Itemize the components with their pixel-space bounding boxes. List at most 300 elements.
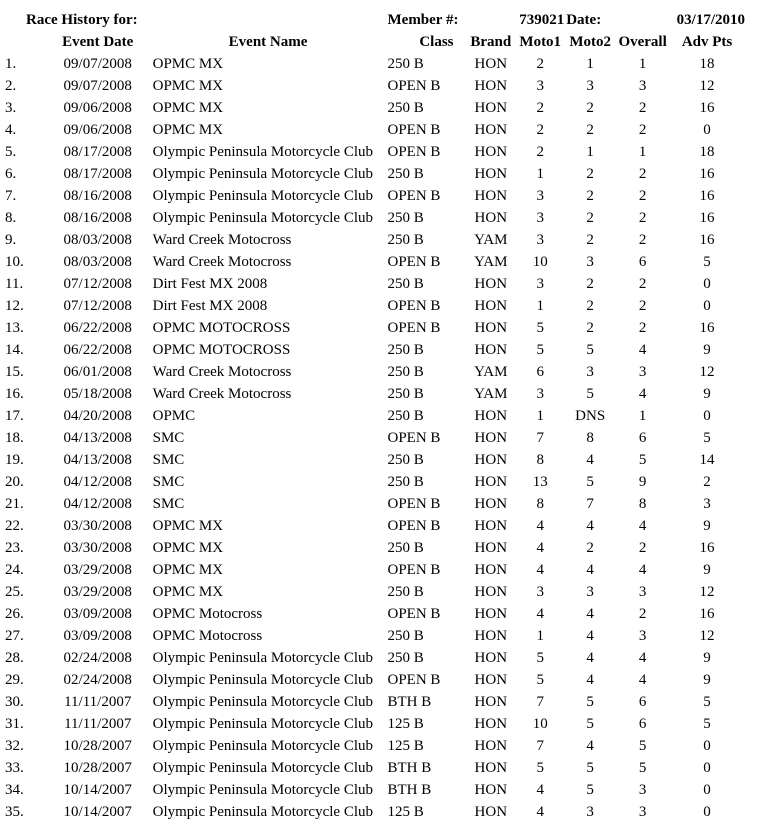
bike-brand: HON: [474, 738, 508, 754]
adv-pts: 16: [699, 232, 715, 248]
bike-brand: YAM: [474, 254, 508, 270]
table-row: [3, 735, 759, 757]
event-date: 04/12/2008: [63, 474, 132, 490]
moto2-result: 3: [586, 804, 594, 820]
event-name: OPMC MX: [152, 78, 224, 94]
overall-result: 6: [638, 430, 647, 446]
event-date: 05/18/2008: [63, 386, 132, 402]
moto1-result: 7: [536, 738, 544, 754]
event-name: OPMC MOTOCROSS: [152, 320, 291, 336]
bike-brand: HON: [474, 474, 508, 490]
bike-brand: HON: [474, 650, 508, 666]
race-class: 250 B: [387, 342, 424, 358]
adv-pts: 18: [699, 56, 715, 72]
race-class: 125 B: [387, 804, 424, 820]
event-name: Olympic Peninsula Motorcycle Club: [152, 650, 373, 666]
bike-brand: HON: [474, 606, 508, 622]
moto1-result: 5: [536, 760, 544, 776]
adv-pts: 2: [703, 474, 711, 490]
moto1-result: 4: [536, 562, 544, 578]
adv-pts: 3: [703, 496, 711, 512]
overall-result: 2: [638, 188, 647, 204]
row-number: 35.: [5, 804, 24, 820]
row-number: 22.: [5, 518, 24, 534]
table-row: [3, 53, 759, 75]
event-date: 03/29/2008: [63, 562, 132, 578]
moto2-result: 8: [586, 430, 594, 446]
race-class: OPEN B: [387, 254, 441, 270]
moto2-result: 5: [586, 694, 594, 710]
moto2-result: 5: [586, 716, 594, 732]
bike-brand: HON: [474, 716, 508, 732]
moto2-result: 4: [586, 628, 594, 644]
event-date: 03/30/2008: [63, 540, 132, 556]
moto2-result: 2: [586, 320, 594, 336]
moto2-result: 1: [586, 144, 594, 160]
moto2-result: 5: [586, 386, 594, 402]
table-row: [3, 361, 759, 383]
adv-pts: 9: [703, 386, 711, 402]
adv-pts-header: Adv Pts: [681, 34, 733, 50]
table-row: [3, 559, 759, 581]
overall-result: 8: [638, 496, 647, 512]
bike-brand: HON: [474, 452, 508, 468]
race-class: OPEN B: [387, 188, 441, 204]
moto2-result: 1: [586, 56, 594, 72]
race-class: 250 B: [387, 628, 424, 644]
overall-result: 4: [638, 650, 647, 666]
adv-pts: 5: [703, 716, 711, 732]
report-header-row: [3, 9, 759, 31]
event-name-header: Event Name: [228, 34, 308, 50]
table-row: [3, 273, 759, 295]
event-name: SMC: [152, 452, 185, 468]
adv-pts: 0: [703, 298, 711, 314]
race-class: OPEN B: [387, 430, 441, 446]
overall-result: 3: [638, 364, 647, 380]
race-class: 250 B: [387, 452, 424, 468]
event-date: 06/22/2008: [63, 342, 132, 358]
moto1-result: 8: [536, 452, 544, 468]
adv-pts: 14: [699, 452, 715, 468]
member-number: 739021: [519, 12, 565, 28]
race-class: OPEN B: [387, 496, 441, 512]
event-date: 08/03/2008: [63, 232, 132, 248]
moto2-result: 4: [586, 672, 594, 688]
bike-brand: HON: [474, 760, 508, 776]
bike-brand: HON: [474, 562, 508, 578]
adv-pts: 0: [703, 276, 711, 292]
row-number: 34.: [5, 782, 24, 798]
row-number: 5.: [5, 144, 17, 160]
table-row: [3, 691, 759, 713]
overall-result: 1: [638, 56, 647, 72]
event-name: OPMC MX: [152, 100, 224, 116]
table-row: [3, 427, 759, 449]
race-class: OPEN B: [387, 672, 441, 688]
overall-result: 5: [638, 760, 647, 776]
moto1-result: 3: [536, 232, 544, 248]
row-number: 28.: [5, 650, 24, 666]
bike-brand: HON: [474, 782, 508, 798]
event-date: 09/07/2008: [63, 78, 132, 94]
overall-result: 6: [638, 694, 647, 710]
row-number: 4.: [5, 122, 17, 138]
moto2-header: Moto2: [569, 34, 611, 50]
moto1-result: 3: [536, 386, 544, 402]
adv-pts: 5: [703, 430, 711, 446]
race-class: 250 B: [387, 210, 424, 226]
event-date: 09/06/2008: [63, 100, 132, 116]
moto2-result: 2: [586, 166, 594, 182]
bike-brand: HON: [474, 496, 508, 512]
overall-result: 5: [638, 452, 647, 468]
adv-pts: 18: [699, 144, 715, 160]
race-class: OPEN B: [387, 320, 441, 336]
adv-pts: 12: [699, 78, 715, 94]
row-number: 9.: [5, 232, 17, 248]
table-row: [3, 163, 759, 185]
event-name: Olympic Peninsula Motorcycle Club: [152, 144, 373, 160]
overall-result: 6: [638, 716, 647, 732]
table-row: [3, 119, 759, 141]
moto1-result: 5: [536, 342, 544, 358]
adv-pts: 0: [703, 804, 711, 820]
race-class: 250 B: [387, 650, 424, 666]
moto2-result: DNS: [575, 408, 606, 424]
moto1-result: 4: [536, 540, 544, 556]
race-class: 250 B: [387, 56, 424, 72]
overall-header: Overall: [618, 34, 667, 50]
event-name: SMC: [152, 430, 185, 446]
bike-brand: HON: [474, 122, 508, 138]
bike-brand: HON: [474, 694, 508, 710]
event-date: 10/28/2007: [63, 760, 132, 776]
moto2-result: 5: [586, 342, 594, 358]
table-row: [3, 207, 759, 229]
adv-pts: 0: [703, 408, 711, 424]
overall-result: 2: [638, 100, 647, 116]
row-number: 25.: [5, 584, 24, 600]
overall-result: 1: [638, 144, 647, 160]
class-header: Class: [419, 34, 454, 50]
overall-result: 4: [638, 386, 647, 402]
event-date: 04/12/2008: [63, 496, 132, 512]
bike-brand: HON: [474, 342, 508, 358]
moto1-result: 1: [536, 166, 544, 182]
table-row: [3, 295, 759, 317]
event-date: 11/11/2007: [64, 716, 132, 732]
race-class: OPEN B: [387, 144, 441, 160]
bike-brand: HON: [474, 78, 508, 94]
moto1-result: 2: [536, 100, 544, 116]
row-number: 14.: [5, 342, 24, 358]
row-number: 7.: [5, 188, 17, 204]
event-name: Olympic Peninsula Motorcycle Club: [152, 694, 373, 710]
adv-pts: 9: [703, 562, 711, 578]
adv-pts: 5: [703, 694, 711, 710]
race-history-table: [3, 9, 759, 823]
column-header-row: [3, 31, 759, 53]
moto2-result: 2: [586, 298, 594, 314]
bike-brand: HON: [474, 430, 508, 446]
event-name: Dirt Fest MX 2008: [152, 298, 268, 314]
row-number: 13.: [5, 320, 24, 336]
overall-result: 2: [638, 298, 647, 314]
table-row: [3, 647, 759, 669]
overall-result: 1: [638, 408, 647, 424]
row-number: 20.: [5, 474, 24, 490]
race-class: 250 B: [387, 408, 424, 424]
moto1-result: 13: [532, 474, 548, 490]
report-date: 03/17/2010: [676, 12, 745, 28]
table-row: [3, 581, 759, 603]
member-label: Member #:: [387, 12, 459, 28]
race-class: OPEN B: [387, 122, 441, 138]
overall-result: 2: [638, 320, 647, 336]
moto1-result: 7: [536, 430, 544, 446]
overall-result: 2: [638, 606, 647, 622]
row-number: 31.: [5, 716, 24, 732]
bike-brand: HON: [474, 320, 508, 336]
event-date: 11/11/2007: [64, 694, 132, 710]
moto1-result: 2: [536, 122, 544, 138]
overall-result: 2: [638, 540, 647, 556]
event-date: 03/30/2008: [63, 518, 132, 534]
bike-brand: HON: [474, 56, 508, 72]
race-class: BTH B: [387, 694, 432, 710]
event-date: 07/12/2008: [63, 298, 132, 314]
bike-brand: HON: [474, 210, 508, 226]
event-name: OPMC Motocross: [152, 606, 263, 622]
event-name: OPMC MX: [152, 540, 224, 556]
adv-pts: 0: [703, 122, 711, 138]
overall-result: 3: [638, 804, 647, 820]
event-name: Ward Creek Motocross: [152, 254, 292, 270]
table-row: [3, 449, 759, 471]
event-name: Olympic Peninsula Motorcycle Club: [152, 804, 373, 820]
overall-result: 4: [638, 518, 647, 534]
bike-brand: HON: [474, 672, 508, 688]
event-date: 06/01/2008: [63, 364, 132, 380]
table-row: [3, 471, 759, 493]
overall-result: 3: [638, 628, 647, 644]
event-name: OPMC MX: [152, 584, 224, 600]
bike-brand: HON: [474, 540, 508, 556]
event-date: 02/24/2008: [63, 650, 132, 666]
table-row: [3, 383, 759, 405]
event-name: OPMC MX: [152, 56, 224, 72]
moto2-result: 2: [586, 210, 594, 226]
row-number: 6.: [5, 166, 17, 182]
event-name: OPMC MOTOCROSS: [152, 342, 291, 358]
moto1-result: 8: [536, 496, 544, 512]
row-number: 32.: [5, 738, 24, 754]
event-date: 08/17/2008: [63, 166, 132, 182]
event-date: 08/16/2008: [63, 210, 132, 226]
table-row: [3, 493, 759, 515]
moto1-result: 5: [536, 650, 544, 666]
event-name: Olympic Peninsula Motorcycle Club: [152, 188, 373, 204]
row-number: 19.: [5, 452, 24, 468]
race-class: OPEN B: [387, 298, 441, 314]
overall-result: 2: [638, 166, 647, 182]
row-number: 30.: [5, 694, 24, 710]
moto1-result: 3: [536, 188, 544, 204]
adv-pts: 5: [703, 254, 711, 270]
moto1-result: 6: [536, 364, 544, 380]
table-row: [3, 801, 759, 823]
bike-brand: YAM: [474, 232, 508, 248]
bike-brand: HON: [474, 298, 508, 314]
event-date: 09/07/2008: [63, 56, 132, 72]
moto2-result: 5: [586, 760, 594, 776]
table-row: [3, 515, 759, 537]
row-number: 10.: [5, 254, 24, 270]
race-history-body: [3, 9, 759, 823]
race-class: 250 B: [387, 364, 424, 380]
row-number: 8.: [5, 210, 17, 226]
moto2-result: 4: [586, 562, 594, 578]
table-row: [3, 141, 759, 163]
moto1-result: 10: [532, 254, 548, 270]
moto1-result: 2: [536, 144, 544, 160]
moto2-result: 2: [586, 232, 594, 248]
table-row: [3, 317, 759, 339]
moto1-header: Moto1: [519, 34, 562, 50]
moto2-result: 5: [586, 474, 594, 490]
moto2-result: 4: [586, 518, 594, 534]
race-class: 250 B: [387, 100, 424, 116]
event-name: Olympic Peninsula Motorcycle Club: [152, 672, 373, 688]
overall-result: 4: [638, 342, 647, 358]
overall-result: 3: [638, 584, 647, 600]
race-class: 250 B: [387, 386, 424, 402]
moto1-result: 1: [536, 298, 544, 314]
moto1-result: 3: [536, 584, 544, 600]
overall-result: 4: [638, 562, 647, 578]
bike-brand: HON: [474, 276, 508, 292]
race-class: BTH B: [387, 760, 432, 776]
table-row: [3, 251, 759, 273]
row-number: 17.: [5, 408, 24, 424]
row-number: 23.: [5, 540, 24, 556]
event-name: Olympic Peninsula Motorcycle Club: [152, 166, 373, 182]
moto1-result: 5: [536, 672, 544, 688]
moto1-result: 5: [536, 320, 544, 336]
table-row: [3, 669, 759, 691]
moto2-result: 2: [586, 122, 594, 138]
event-name: Olympic Peninsula Motorcycle Club: [152, 210, 373, 226]
table-row: [3, 779, 759, 801]
moto1-result: 1: [536, 628, 544, 644]
adv-pts: 16: [699, 100, 715, 116]
event-date: 04/13/2008: [63, 430, 132, 446]
table-row: [3, 713, 759, 735]
adv-pts: 9: [703, 518, 711, 534]
moto1-result: 10: [532, 716, 548, 732]
event-date-header: Event Date: [62, 34, 134, 50]
moto2-result: 5: [586, 782, 594, 798]
event-name: Ward Creek Motocross: [152, 364, 292, 380]
adv-pts: 12: [699, 364, 715, 380]
bike-brand: HON: [474, 144, 508, 160]
moto1-result: 4: [536, 804, 544, 820]
row-number: 12.: [5, 298, 24, 314]
bike-brand: HON: [474, 584, 508, 600]
race-class: 250 B: [387, 540, 424, 556]
bike-brand: HON: [474, 518, 508, 534]
row-number: 24.: [5, 562, 24, 578]
adv-pts: 0: [703, 738, 711, 754]
table-row: [3, 75, 759, 97]
moto1-result: 4: [536, 606, 544, 622]
moto2-result: 2: [586, 188, 594, 204]
moto1-result: 3: [536, 276, 544, 292]
moto2-result: 4: [586, 606, 594, 622]
event-date: 03/09/2008: [63, 628, 132, 644]
event-name: OPMC MX: [152, 562, 224, 578]
table-row: [3, 185, 759, 207]
event-name: Olympic Peninsula Motorcycle Club: [152, 760, 373, 776]
event-name: SMC: [152, 474, 185, 490]
moto2-result: 7: [586, 496, 594, 512]
row-number: 11.: [5, 276, 24, 292]
adv-pts: 0: [703, 782, 711, 798]
row-number: 21.: [5, 496, 24, 512]
event-date: 03/29/2008: [63, 584, 132, 600]
table-row: [3, 405, 759, 427]
row-number: 1.: [5, 56, 17, 72]
moto2-result: 3: [586, 584, 594, 600]
row-number: 15.: [5, 364, 24, 380]
adv-pts: 16: [699, 606, 715, 622]
moto2-result: 4: [586, 452, 594, 468]
moto2-result: 3: [586, 364, 594, 380]
report-title: Race History for:: [26, 12, 138, 28]
bike-brand: HON: [474, 100, 508, 116]
adv-pts: 9: [703, 672, 711, 688]
bike-brand: HON: [474, 188, 508, 204]
event-date: 08/03/2008: [63, 254, 132, 270]
row-number-header: [3, 31, 47, 53]
brand-header: Brand: [470, 34, 512, 50]
event-date: 10/14/2007: [63, 804, 132, 820]
race-class: 125 B: [387, 716, 424, 732]
table-row: [3, 603, 759, 625]
event-name: OPMC MX: [152, 518, 224, 534]
bike-brand: HON: [474, 628, 508, 644]
overall-result: 4: [638, 672, 647, 688]
table-row: [3, 757, 759, 779]
adv-pts: 16: [699, 540, 715, 556]
moto1-result: 4: [536, 782, 544, 798]
overall-result: 2: [638, 122, 647, 138]
bike-brand: HON: [474, 166, 508, 182]
row-number: 33.: [5, 760, 24, 776]
event-date: 02/24/2008: [63, 672, 132, 688]
table-row: [3, 229, 759, 251]
event-name: OPMC MX: [152, 122, 224, 138]
race-class: OPEN B: [387, 78, 441, 94]
race-class: 250 B: [387, 166, 424, 182]
race-class: OPEN B: [387, 606, 441, 622]
row-number: 3.: [5, 100, 17, 116]
event-name: Ward Creek Motocross: [152, 386, 292, 402]
event-date: 04/20/2008: [63, 408, 132, 424]
moto1-result: 7: [536, 694, 544, 710]
event-date: 10/28/2007: [63, 738, 132, 754]
